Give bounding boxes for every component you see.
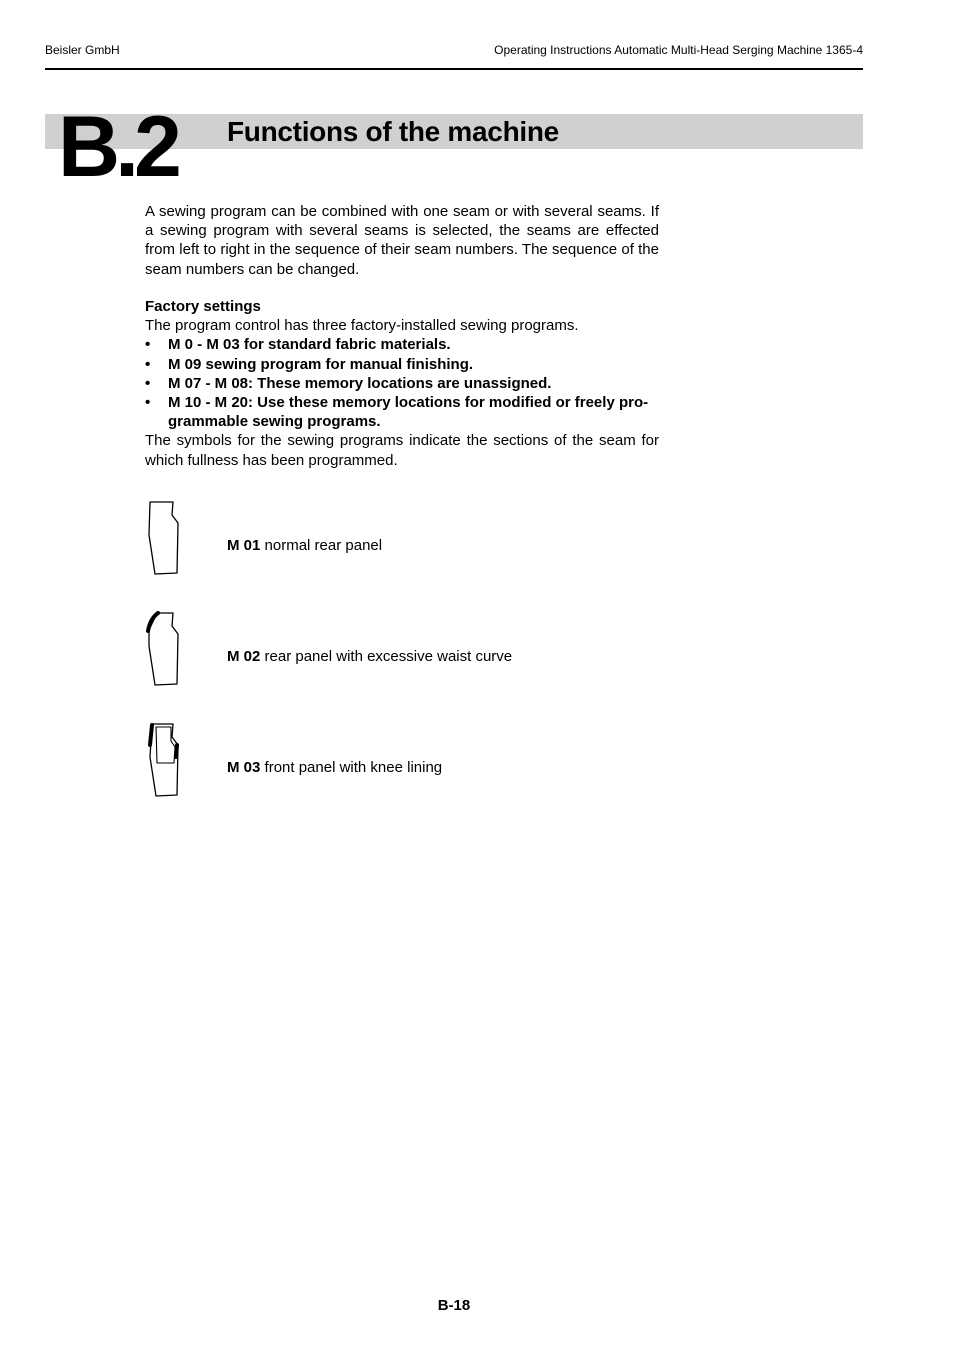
program-code: M 03 — [227, 759, 261, 776]
bullet-icon: • — [145, 336, 151, 354]
bullet-icon: • — [145, 355, 151, 373]
rear-panel-waist-curve-icon — [145, 610, 185, 690]
program-label — [227, 536, 382, 555]
program-label — [227, 758, 442, 777]
rear-panel-icon — [145, 499, 185, 579]
bullet-icon: • — [145, 374, 151, 392]
program-description: rear panel with excessive waist curve — [264, 648, 513, 665]
program-description: front panel with knee lining — [264, 759, 443, 776]
header-company: Beisler GmbH — [45, 43, 120, 57]
intro-paragraph: A sewing program can be combined with one seam or with several seams. If a sewing program with several seams is selected, the seams are effected from left to right in the sequence of their seam numbers. The sequence of the seam numbers can be changed. — [145, 203, 659, 278]
section-title: Functions of the machine — [227, 116, 559, 147]
factory-settings-closing: The symbols for the sewing programs indicate the sections of the seam for which fullness has been programmed. — [145, 432, 659, 469]
header-divider — [45, 68, 863, 70]
program-m02 — [145, 610, 605, 692]
factory-settings-heading: Factory settings — [145, 298, 261, 315]
program-label — [227, 647, 512, 666]
program-code: M 02 — [227, 648, 261, 665]
program-m01 — [145, 499, 605, 581]
factory-programs-list — [145, 335, 659, 431]
section-number: B.2 — [58, 99, 177, 195]
factory-settings — [145, 297, 659, 470]
front-panel-knee-lining-icon — [145, 721, 185, 801]
program-description: normal rear panel — [264, 537, 383, 554]
factory-settings-lead: The program control has three factory-installed sewing programs. — [145, 317, 579, 335]
program-code: M 01 — [227, 537, 261, 554]
page-number: B-18 — [437, 1297, 471, 1314]
list-item: • M 09 sewing program for manual finishing. — [145, 355, 474, 373]
list-item: • M 07 - M 08: These memory locations are unassigned. — [145, 374, 552, 392]
list-item: • M 0 - M 03 for standard fabric materials. — [145, 336, 451, 354]
bullet-icon: • — [145, 394, 151, 412]
list-item: • M 10 - M 20: Use these memory locations for modified or freely pro-grammable sewing programs. — [145, 394, 649, 431]
program-m03 — [145, 721, 605, 803]
header-document-title: Operating Instructions Automatic Multi-Head Serging Machine 1365-4 — [494, 43, 863, 57]
